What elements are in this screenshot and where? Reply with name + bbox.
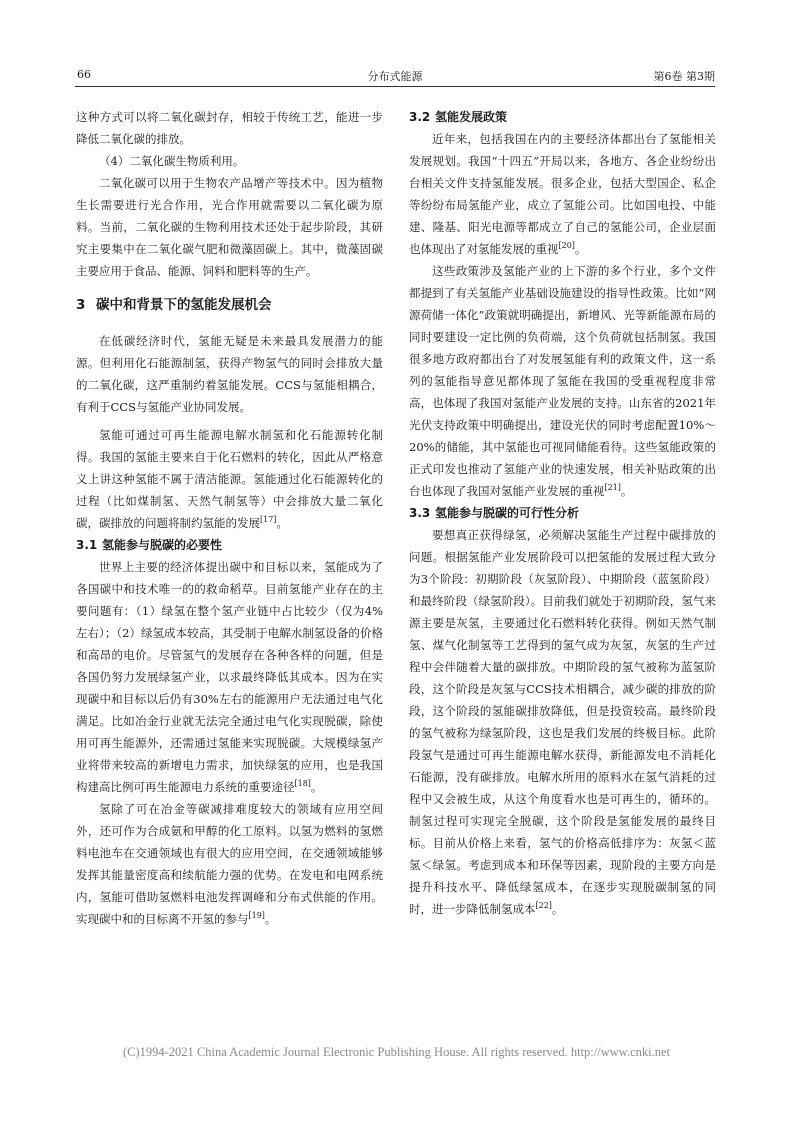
paragraph-end: 。 (310, 780, 323, 794)
citation-ref: [18] (294, 779, 311, 789)
page-number: 66 (77, 68, 91, 81)
paragraph-co2-bio: 二氧化碳可以用于生物农产品增产等技术中。因为植物生长需要进行光合作用，光合作用就需要以二氧化碳为原料。当前，二氧化碳的生物利用技术还处于起步阶段，其研究主要集中在二氧化碳气肥和微藻固碳上。其中，微藻固碳主要应用于食品、能源、饲料和肥料等的生产。 (76, 176, 383, 278)
section-3-heading (76, 294, 383, 316)
paragraph-end: 。 (276, 516, 288, 530)
subsection-number: 3.3 (409, 506, 431, 520)
paragraph-end: 。 (264, 912, 277, 926)
right-column (409, 106, 716, 920)
paragraph-text: 氢除了可在冶金等碳减排难度较大的领域有应用空间外，还可作为合成氨和甲醇的化工原料。以氢为燃料的氢燃料电池车在交通领域也有很大的应用空间，在交通领域能够发挥其能量密度高和续航能力强的优势。在发电和电网系统内，氢能可借助氢燃料电池发挥调峰和分布式供能的作用。实现碳中和的目标离不开氢的参与 (76, 802, 383, 926)
paragraph-text: 要想真正获得绿氢，必须解决氢能生产过程中碳排放的问题。根据氢能产业发展阶段可以把氢能的发展过程大致分为3个阶段：初期阶段（灰氢阶段）、中期阶段（蓝氢阶段）和最终阶段（绿氢阶段）。目前我们就处于初期阶段，氢气来源主要是灰氢，主要通过化石燃料转化获得。例如天然气制氢、煤气化制氢等工艺得到的氢气成为灰氢，灰氢的生产过程中会伴随着大量的碳排放。中期阶段的氢气被称为蓝氢阶段，这个阶段是灰氢与CCS技术相耦合，减少碳的排放的阶段，这个阶段的氢能碳排放降低，但是投资较高。最终阶段的氢气被称为绿氢阶段，这也是我们发展的终极目标。此阶段氢气是通过可再生能源电解水获得，新能源发电不消耗化石能源，没有碳排放。电解水所用的原料水在氢气消耗的过程中又会被生成，从这个角度看水也是可再生的，循环的。制氢过程可实现完全脱碳，这个阶段是氢能发展的最终目标。目前从价格上来看，氢气的价格高低排序为：灰氢＜蓝氢＜绿氢。考虑到成本和环保等因素，现阶段的主要方向是提升科技水平、降低绿氢成本，在逐步实现脱碳制氢的同时，进一步降低制氢成本 (409, 528, 716, 916)
list-item-4: （4）二氧化碳生物质利用。 (99, 154, 245, 168)
subsection-3-1-heading (76, 534, 383, 556)
paragraph-continuation: 这种方式可以将二氧化碳封存，相较于传统工艺，能进一步降低二氧化碳的排放。 (76, 110, 383, 146)
section-title: 碳中和背景下的氢能发展机会 (96, 297, 272, 313)
paragraph-end: 。 (551, 902, 564, 916)
paragraph-applications (76, 798, 383, 930)
copyright-footer: (C)1994-2021 China Academic Journal Electronic Publishing House. All rights reserved. http://www.cnki.net (122, 1045, 670, 1059)
subsection-3-2-heading (409, 106, 716, 128)
paragraph-text: 近年来，包括我国在内的主要经济体都出台了氢能相关发展规划。我国“十四五”开局以来，各地方、各企业纷纷出台相关文件支持氢能发展。很多企业，包括大型国企、私企等纷纷布局氢能产业，成立了氢能公司。比如国电投、中能建、隆基、阳光电源等都成立了自己的氢能公司，企业层面也体现出了对氢能发展的重视 (409, 132, 716, 256)
volume-issue: 第6卷 第3期 (653, 70, 715, 83)
citation-ref: [22] (535, 901, 552, 911)
left-column (76, 106, 383, 930)
section-number: 3 (76, 297, 86, 313)
paragraph-text: 氢能可通过可再生能源电解水制氢和化石能源转化制得。我国的氢能主要来自于化石燃料的转化，因此从严格意义上讲这种氢能不属于清洁能源。氢能通过化石能源转化的过程（比如煤制氢、天然气制氢等）中会排放大量二氧化碳，碳排放的问题将制约氢能的发展 (76, 428, 383, 530)
running-header (75, 66, 715, 87)
paragraph-end: 。 (574, 242, 587, 256)
subsection-title: 氢能参与脱碳的可行性分析 (435, 506, 580, 520)
paragraph-policy-plans (409, 128, 716, 260)
citation-ref: [21] (604, 483, 621, 493)
subsection-title: 氢能发展政策 (435, 110, 508, 124)
subsection-number: 3.2 (409, 110, 431, 124)
citation-ref: [20] (558, 241, 575, 251)
paragraph-necessity (76, 556, 383, 798)
subsection-3-3-heading (409, 502, 716, 524)
subsection-number: 3.1 (76, 538, 98, 552)
subsection-title: 氢能参与脱碳的必要性 (102, 538, 223, 552)
paragraph-feasibility (409, 524, 716, 920)
paragraph-policy-industries (409, 260, 716, 502)
citation-ref: [17] (260, 515, 277, 525)
paragraph-end: 。 (620, 484, 633, 498)
paragraph-text: 世界上主要的经济体提出碳中和目标以来，氢能成为了各国碳中和技术唯一的的救命稻草。目前氢能产业存在的主要问题有：（1）绿氢在整个氢产业链中占比较少（仅为4%左右）；（2）绿氢成本较高，其受制于电解水制氢设备的价格和高昂的电价。尽管氢气的发展存在各种各样的问题，但是各国仍努力发展绿氢产业，以求最终降低其成本。因为在实现碳中和目标以后仍有30%左右的能源用户无法通过电气化满足。比如冶金行业就无法完全通过电气化实现脱碳，除使用可再生能源外，还需通过氢能来实现脱碳。大规模绿氢产业将带来较高的新增电力需求，加快绿氢的应用，也是我国构建高比例可再生能源电力系统的重要途径 (76, 560, 383, 794)
journal-name: 分布式能源 (367, 70, 423, 83)
citation-ref: [19] (248, 911, 265, 921)
paragraph-hydrogen-sources (76, 424, 383, 534)
paragraph-low-carbon: 在低碳经济时代，氢能无疑是未来最具发展潜力的能源。但利用化石能源制氢，获得产物氢气的同时会排放大量的二氧化碳，这严重制约着氢能发展。CCS与氢能相耦合，有利于CCS与氢能产业协同发展。 (76, 334, 383, 414)
paragraph-text: 这些政策涉及氢能产业的上下游的多个行业，多个文件都提到了有关氢能产业基础设施建设的指导性政策。比如“网源荷储一体化”政策就明确提出，新增风、光等新能源布局的同时要建设一定比例的负荷端，这个负荷就包括制氢。我国很多地方政府都出台了对发展氢能有利的政策文件，这一系列的氢能指导意见都体现了氢能在我国的受重视程度非常高，也体现了我国对氢能产业发展的支持。山东省的2021年光伏支持政策中明确提出，建设光伏的同时考虑配置10%～20%的储能，其中氢能也可视同储能看待。这些氢能政策的正式印发也推动了氢能产业的快速发展，相关补贴政策的出台也体现了我国对氢能产业发展的重视 (409, 264, 716, 498)
